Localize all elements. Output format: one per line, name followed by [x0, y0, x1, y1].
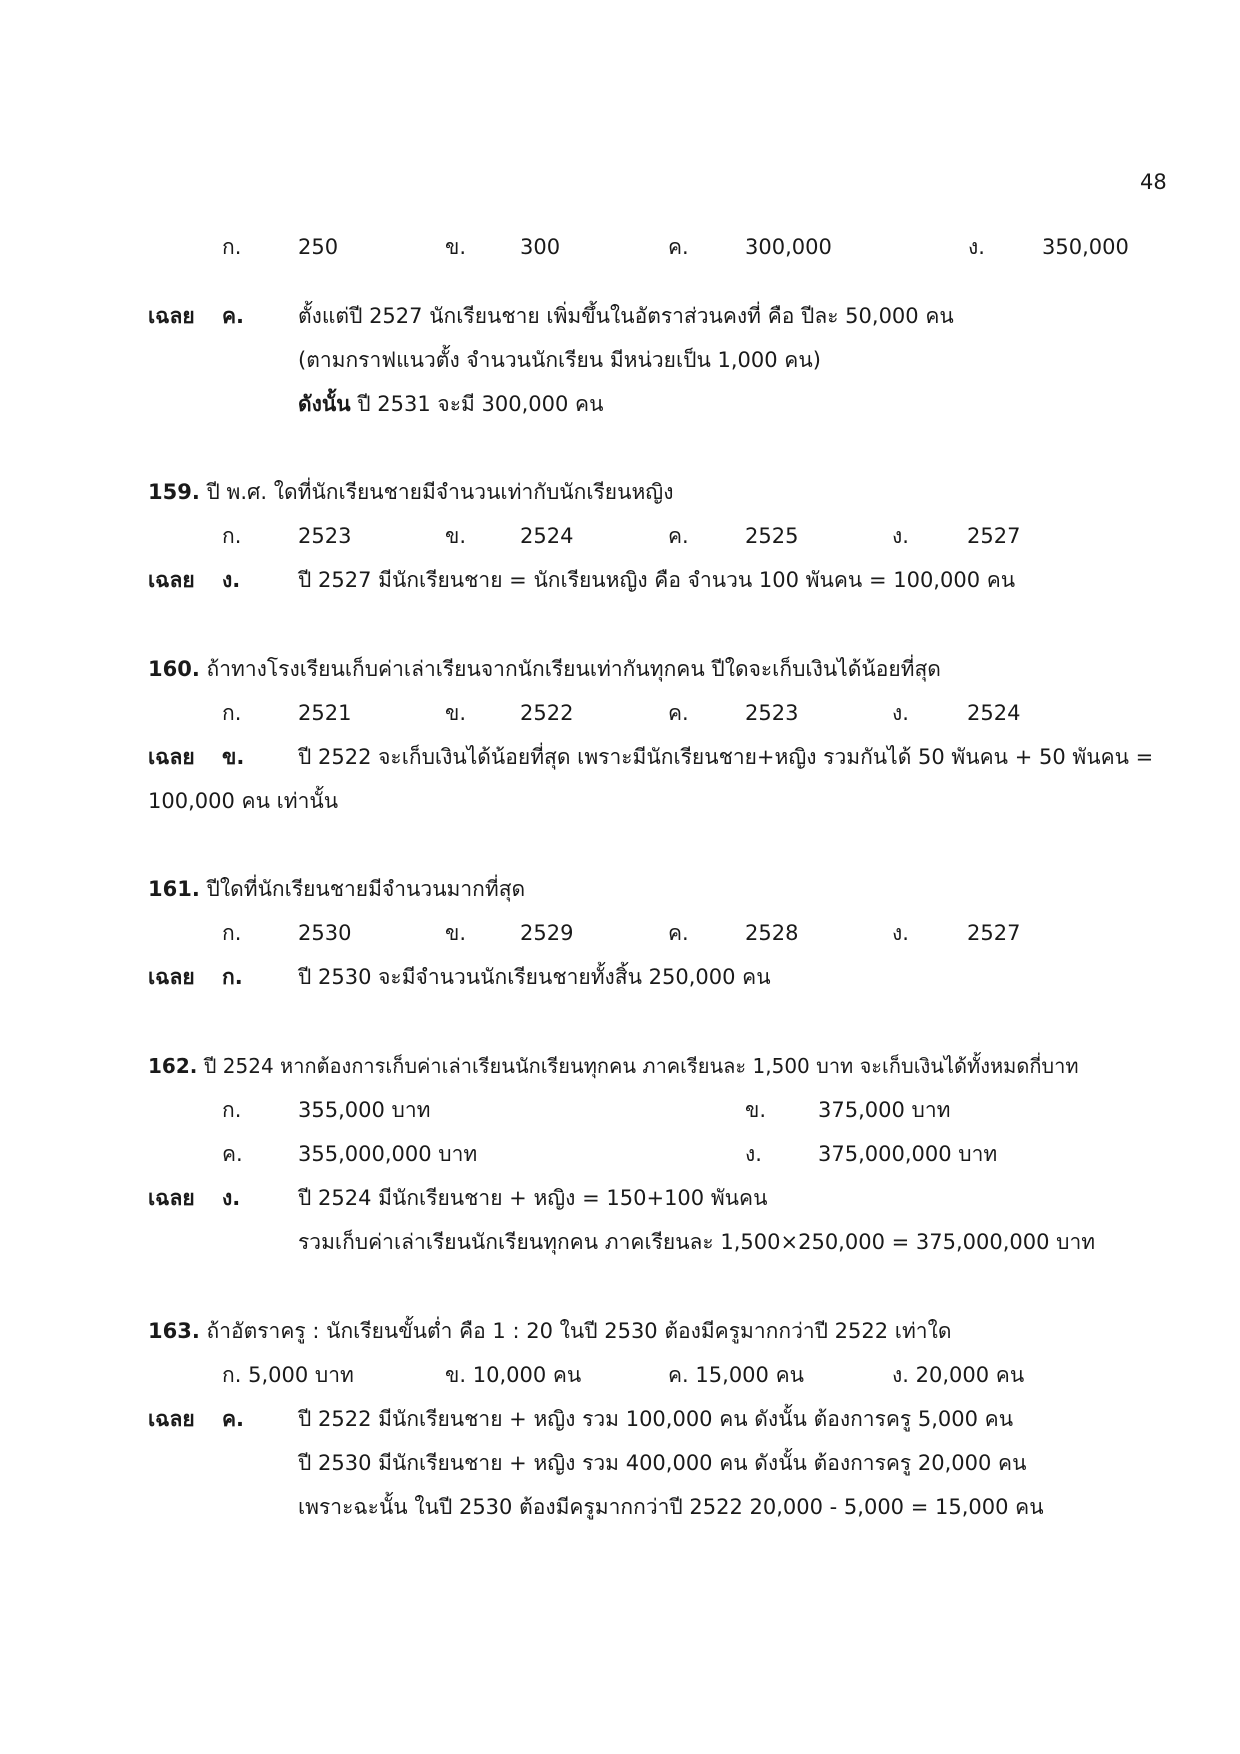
choice-label: ง.	[892, 524, 909, 548]
question-text	[148, 1051, 1079, 1081]
choice-label: ค.	[668, 235, 689, 259]
choice-value: 2524	[520, 524, 574, 548]
choice-value: 2527	[967, 524, 1021, 548]
choice-value: 2528	[745, 921, 799, 945]
choice-value: 2525	[745, 524, 799, 548]
choice-label: ก.	[222, 235, 242, 259]
answer-label: เฉลย	[148, 965, 195, 989]
choice-label: ข.	[445, 1363, 467, 1387]
choice-label: ง.	[892, 701, 909, 725]
choice-label: ง.	[892, 1363, 909, 1387]
answer-label: เฉลย	[148, 568, 195, 592]
choice-value: 5,000 บาท	[248, 1363, 354, 1387]
conclusion-text: ปี 2531 จะมี 300,000 คน	[350, 392, 604, 416]
choice-option	[445, 1360, 581, 1390]
choice-value: 355,000 บาท	[298, 1098, 431, 1122]
question-text	[148, 477, 673, 507]
explanation-line: ปี 2522 มีนักเรียนชาย + หญิง รวม 100,000 คน ดังนั้น ต้องการครู 5,000 คน	[298, 1407, 1014, 1431]
explanation-line: ปี 2524 มีนักเรียนชาย + หญิง = 150+100 พันคน	[298, 1186, 768, 1210]
choice-label: ข.	[445, 235, 467, 259]
choice-value: 2524	[967, 701, 1021, 725]
choice-label: ค.	[668, 524, 689, 548]
choice-value: 2527	[967, 921, 1021, 945]
explanation-line: เพราะฉะนั้น ในปี 2530 ต้องมีครูมากกว่าปี 2522 20,000 - 5,000 = 15,000 คน	[298, 1495, 1044, 1519]
question-number: 160.	[148, 657, 200, 681]
answer-label: เฉลย	[148, 304, 195, 328]
choice-label: ค.	[668, 921, 689, 945]
choice-label: ค.	[668, 701, 689, 725]
answer-choice: ก.	[222, 965, 243, 989]
explanation-line: ปี 2522 จะเก็บเงินได้น้อยที่สุด เพราะมีนักเรียนชาย+หญิง รวมกันได้ 50 พันคน + 50 พันคน =	[298, 745, 1154, 769]
question-body: ปีใดที่นักเรียนชายมีจำนวนมากที่สุด	[199, 877, 526, 901]
choice-value: 2529	[520, 921, 574, 945]
choice-label: ข.	[745, 1098, 767, 1122]
explanation-line: 100,000 คน เท่านั้น	[148, 789, 339, 813]
question-number: 163.	[148, 1319, 200, 1343]
choice-label: ก.	[222, 1363, 242, 1387]
choice-value: 2523	[298, 524, 352, 548]
choice-value: 350,000	[1042, 235, 1129, 259]
page-number: 48	[1140, 170, 1167, 194]
explanation-line: ปี 2530 จะมีจำนวนนักเรียนชายทั้งสิ้น 250,000 คน	[298, 965, 771, 989]
question-text	[148, 1316, 952, 1346]
choice-value: 355,000,000 บาท	[298, 1142, 478, 1166]
question-body: ถ้าอัตราครู : นักเรียนขั้นต่ำ คือ 1 : 20 ในปี 2530 ต้องมีครูมากกว่าปี 2522 เท่าใด	[199, 1319, 952, 1343]
explanation-line: ปี 2530 มีนักเรียนชาย + หญิง รวม 400,000 คน ดังนั้น ต้องการครู 20,000 คน	[298, 1451, 1027, 1475]
choice-value: 15,000 คน	[695, 1363, 804, 1387]
explanation-line: (ตามกราฟแนวตั้ง จำนวนนักเรียน มีหน่วยเป็น 1,000 คน)	[298, 348, 821, 372]
explanation-line: ปี 2527 มีนักเรียนชาย = นักเรียนหญิง คือ จำนวน 100 พันคน = 100,000 คน	[298, 568, 1016, 592]
answer-choice: ข.	[222, 745, 245, 769]
answer-choice: ง.	[222, 1186, 241, 1210]
answer-choice: ง.	[222, 568, 241, 592]
question-text	[148, 654, 941, 684]
choice-value: 2522	[520, 701, 574, 725]
choice-value: 2521	[298, 701, 352, 725]
choice-value: 10,000 คน	[472, 1363, 582, 1387]
choice-value: 2530	[298, 921, 352, 945]
choice-option	[668, 1360, 804, 1390]
choice-label: ง.	[968, 235, 985, 259]
answer-choice: ค.	[222, 304, 245, 328]
choice-label: ง.	[892, 921, 909, 945]
choice-option	[222, 1360, 354, 1390]
answer-label: เฉลย	[148, 745, 195, 769]
question-text	[148, 874, 525, 904]
choice-label: ก.	[222, 1098, 242, 1122]
choice-value: 2523	[745, 701, 799, 725]
choice-label: ก.	[222, 524, 242, 548]
conclusion-bold: ดังนั้น	[298, 392, 351, 416]
answer-label: เฉลย	[148, 1186, 195, 1210]
answer-choice: ค.	[222, 1407, 245, 1431]
choice-value: 375,000,000 บาท	[818, 1142, 998, 1166]
choice-label: ก.	[222, 701, 242, 725]
answer-label: เฉลย	[148, 1407, 195, 1431]
explanation-line: รวมเก็บค่าเล่าเรียนนักเรียนทุกคน ภาคเรียนละ 1,500×250,000 = 375,000,000 บาท	[298, 1230, 1096, 1254]
choice-label: ค.	[222, 1142, 243, 1166]
question-number: 161.	[148, 877, 200, 901]
question-number: 159.	[148, 480, 200, 504]
choice-label: ข.	[445, 524, 467, 548]
choice-option	[892, 1360, 1024, 1390]
question-body: ปี 2524 หากต้องการเก็บค่าเล่าเรียนนักเรียนทุกคน ภาคเรียนละ 1,500 บาท จะเก็บเงินได้ทั้งหมดกี่บาท	[197, 1054, 1079, 1078]
choice-label: ค.	[668, 1363, 689, 1387]
choice-label: ข.	[445, 701, 467, 725]
explanation-line	[298, 389, 603, 419]
choice-value: 250	[298, 235, 339, 259]
question-body: ปี พ.ศ. ใดที่นักเรียนชายมีจำนวนเท่ากับนักเรียนหญิง	[199, 480, 674, 504]
choice-value: 20,000 คน	[915, 1363, 1025, 1387]
choice-label: ก.	[222, 921, 242, 945]
choice-value: 375,000 บาท	[818, 1098, 951, 1122]
explanation-line: ตั้งแต่ปี 2527 นักเรียนชาย เพิ่มขึ้นในอัตราส่วนคงที่ คือ ปีละ 50,000 คน	[298, 304, 954, 328]
choice-label: ข.	[445, 921, 467, 945]
question-number: 162.	[148, 1054, 198, 1078]
choice-label: ง.	[745, 1142, 762, 1166]
choice-value: 300	[520, 235, 561, 259]
question-body: ถ้าทางโรงเรียนเก็บค่าเล่าเรียนจากนักเรียนเท่ากันทุกคน ปีใดจะเก็บเงินได้น้อยที่สุด	[199, 657, 941, 681]
choice-value: 300,000	[745, 235, 832, 259]
